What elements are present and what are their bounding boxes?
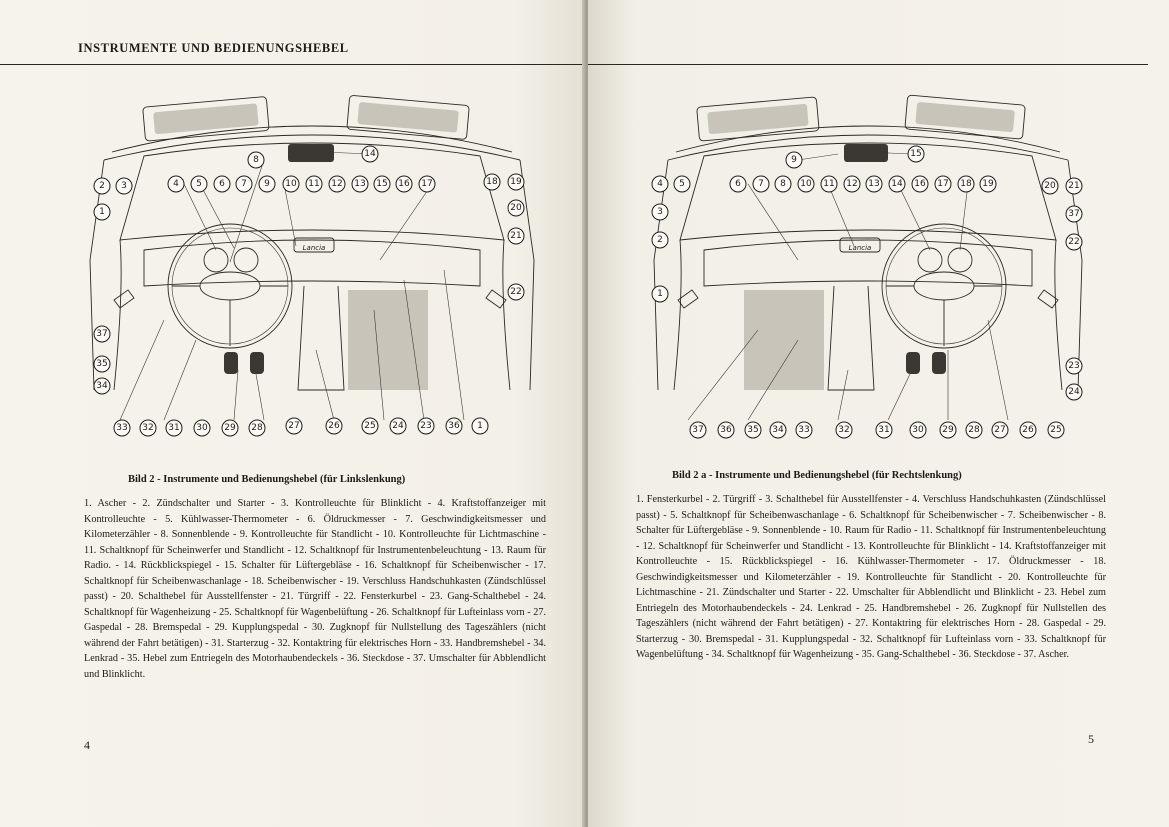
dashboard-diagram-left-hand-drive: [84, 90, 540, 450]
callout-20: [1042, 178, 1058, 194]
brand-badge: Lancia: [848, 244, 872, 252]
svg-text:25: 25: [364, 421, 376, 431]
svg-text:16: 16: [398, 179, 410, 189]
dashboard-illustration-rhd: [648, 90, 1088, 450]
svg-text:9: 9: [791, 155, 797, 165]
svg-text:28: 28: [251, 423, 263, 433]
callout-17: [935, 176, 951, 192]
callout-9: [259, 176, 275, 192]
svg-text:8: 8: [780, 179, 786, 189]
callout-2: [94, 178, 110, 194]
svg-text:21: 21: [1068, 181, 1080, 191]
svg-text:7: 7: [758, 179, 764, 189]
callout-37: [94, 326, 110, 342]
svg-text:11: 11: [308, 179, 320, 189]
svg-text:32: 32: [838, 425, 850, 435]
callout-35: [745, 422, 761, 438]
callout-13: [866, 176, 882, 192]
callout-28: [249, 420, 265, 436]
callout-16: [396, 176, 412, 192]
svg-text:4: 4: [173, 179, 179, 189]
callout-36: [718, 422, 734, 438]
svg-text:2: 2: [99, 181, 105, 191]
svg-text:26: 26: [1022, 425, 1034, 435]
callout-33: [114, 420, 130, 436]
svg-text:36: 36: [720, 425, 732, 435]
svg-text:15: 15: [910, 149, 922, 159]
callout-3: [652, 204, 668, 220]
svg-text:17: 17: [421, 179, 433, 189]
callout-10: [798, 176, 814, 192]
callout-11: [821, 176, 837, 192]
svg-text:30: 30: [196, 423, 208, 433]
svg-text:28: 28: [968, 425, 980, 435]
callout-37-right: [1066, 206, 1082, 222]
svg-text:13: 13: [868, 179, 880, 189]
svg-text:37: 37: [692, 425, 704, 435]
callout-18: [484, 174, 500, 190]
svg-text:16: 16: [914, 179, 926, 189]
svg-text:31: 31: [878, 425, 890, 435]
brand-badge: Lancia: [302, 244, 326, 252]
svg-text:1: 1: [99, 207, 105, 217]
svg-text:10: 10: [800, 179, 812, 189]
callout-18: [958, 176, 974, 192]
svg-text:12: 12: [846, 179, 858, 189]
svg-text:24: 24: [1068, 387, 1080, 397]
svg-text:35: 35: [747, 425, 759, 435]
callout-23: [418, 418, 434, 434]
svg-text:30: 30: [912, 425, 924, 435]
svg-text:32: 32: [142, 423, 154, 433]
svg-text:34: 34: [772, 425, 784, 435]
callout-24: [390, 418, 406, 434]
callout-4: [652, 176, 668, 192]
callout-5: [191, 176, 207, 192]
svg-text:5: 5: [196, 179, 202, 189]
callout-23: [1066, 358, 1082, 374]
svg-text:11: 11: [823, 179, 835, 189]
callout-24: [1066, 384, 1082, 400]
svg-text:37: 37: [1068, 209, 1080, 219]
callout-35: [94, 356, 110, 372]
svg-text:10: 10: [285, 179, 297, 189]
svg-text:7: 7: [241, 179, 247, 189]
callout-30: [194, 420, 210, 436]
callout-4: [168, 176, 184, 192]
page-number: 4: [84, 738, 90, 752]
svg-text:18: 18: [486, 177, 498, 187]
callout-34: [770, 422, 786, 438]
svg-text:13: 13: [354, 179, 366, 189]
header-rule: [588, 64, 1148, 65]
svg-text:34: 34: [96, 381, 108, 391]
callout-8: [775, 176, 791, 192]
callout-14: [889, 176, 905, 192]
callout-25: [1048, 422, 1064, 438]
callout-30: [910, 422, 926, 438]
legend-text: 1. Ascher - 2. Zündschalter und Starter - 3. Kontrolleuchte für Blinklicht - 4. Kraftstoffanzeiger mit Kontrolleuchte - 5. Kühlwasser-Thermometer - 6. Öldruckmesser - 7. Geschwindigkeitsmesser und Kilometerzähler - 8. Sonnenblende - 9. Kontrolleuchte für Standlicht - 10. Kontrolleuchte für Lichtmaschine - 11. Schaltknopf für Scheinwerfer und Standlicht - 12. Schaltknopf für Instrumentenbeleuchtung - 13. Raum für Radio. - 14. Rückblickspiegel - 15. Schalter für Lüftergebläse - 16. Schaltknopf für Scheibenwischer - 17. Schaltknopf für Scheibenwaschanlage - 18. Scheibenwischer - 19. Verschluss Handschuhkasten (Zündschlüssel passt) - 20. Schalthebel für Ausstellfenster - 21. Türgriff - 22. Fensterkurbel - 23. Gang-Schalthebel - 24. Schaltknopf für Wagenheizung - 25. Schaltknopf für Wagenbelüftung - 26. Schaltknopf für Lufteinlass vorn - 27. Gaspedal - 28. Bremspedal - 29. Kupplungspedal - 30. Zugknopf für Nullstellung des Tageszählers (nicht während der Fahrt betätigen) - 31. Starterzug - 32. Kontaktring für elektrisches Horn - 33. Handbremshebel - 34. Lenkrad - 35. Hebel zum Entriegeln des Motorhaubendeckels - 36. Steckdose - 37. Umschalter für Abblendlicht und Blinklicht.: [84, 498, 546, 680]
callout-28: [966, 422, 982, 438]
figure-caption: Bild 2 - Instrumente und Bedienungshebel (für Linkslenkung): [128, 474, 406, 485]
svg-text:26: 26: [328, 421, 340, 431]
svg-text:33: 33: [798, 425, 810, 435]
svg-text:19: 19: [982, 179, 994, 189]
svg-text:19: 19: [510, 177, 522, 187]
callout-9: [786, 152, 802, 168]
callout-25: [362, 418, 378, 434]
svg-text:27: 27: [288, 421, 300, 431]
svg-text:35: 35: [96, 359, 108, 369]
callout-26: [326, 418, 342, 434]
callout-37: [690, 422, 706, 438]
svg-text:17: 17: [937, 179, 949, 189]
svg-text:14: 14: [891, 179, 903, 189]
legend-text: 1. Fensterkurbel - 2. Türgriff - 3. Schalthebel für Ausstellfenster - 4. Verschluss Handschuhkasten (Zündschlüssel passt) - 5. Schaltknopf für Scheibenwaschanlage - 6. Schaltknopf für Scheibenwischer - 7. Scheibenwischer - 8. Schalter für Lüftergebläse - 9. Sonnenblende - 10. Raum für Radio - 11. Schaltknopf für Instrumentenbeleuchtung - 12. Schaltknopf für Scheinwerfer und Standlicht - 13. Kontrolleuchte für Blinklicht - 14. Kraftstoffanzeiger mit Kontrolleuchte - 15. Rückblickspiegel - 16. Kühlwasser-Thermometer - 17. Öldruckmesser - 18. Geschwindigkeitsmesser und Kilometerzähler - 19. Kontrolleuchte für Standlicht - 20. Kontrolleuchte für Lichtmaschine - 21. Zündschalter und Starter - 22. Umschalter für Abblendlicht und Blinklicht - 23. Hebel zum Entriegeln des Motorhaubendeckels - 24. Lenkrad - 25. Handbremshebel - 26. Zugknopf für Nullstellen des Tageszählers (nicht während der Fahrt betätigen) - 27. Kontaktring für elektrisches Horn - 28. Gaspedal - 29. Starterzug - 30. Bremspedal - 31. Kupplungspedal - 32. Schaltknopf für Lufteinlass vorn - 33. Schaltknopf für Wagenbelüftung - 34. Schaltknopf für Wagenheizung - 35. Gang-Schalthebel - 36. Steckdose - 37. Ascher.: [636, 494, 1106, 660]
svg-text:22: 22: [510, 287, 522, 297]
svg-text:1: 1: [477, 421, 483, 431]
callout-29: [940, 422, 956, 438]
svg-text:20: 20: [510, 203, 522, 213]
callout-1: [652, 286, 668, 302]
callout-8: [248, 152, 264, 168]
svg-text:3: 3: [121, 181, 127, 191]
svg-text:23: 23: [420, 421, 432, 431]
callout-19: [980, 176, 996, 192]
svg-text:18: 18: [960, 179, 972, 189]
callout-22: [1066, 234, 1082, 250]
callout-31: [166, 420, 182, 436]
svg-text:29: 29: [942, 425, 954, 435]
callout-1-bottom: [472, 418, 488, 434]
right-page: [588, 0, 1169, 827]
callout-32: [836, 422, 852, 438]
svg-text:24: 24: [392, 421, 404, 431]
svg-text:23: 23: [1068, 361, 1080, 371]
callout-1: [94, 204, 110, 220]
callout-26: [1020, 422, 1036, 438]
callout-2: [652, 232, 668, 248]
svg-text:4: 4: [657, 179, 663, 189]
callout-33: [796, 422, 812, 438]
callout-13: [352, 176, 368, 192]
svg-text:14: 14: [364, 149, 376, 159]
svg-text:29: 29: [224, 423, 236, 433]
svg-text:6: 6: [735, 179, 741, 189]
svg-text:27: 27: [994, 425, 1006, 435]
callout-15: [374, 176, 390, 192]
callout-6: [730, 176, 746, 192]
svg-text:25: 25: [1050, 425, 1062, 435]
callout-36: [446, 418, 462, 434]
callout-7: [753, 176, 769, 192]
svg-text:31: 31: [168, 423, 180, 433]
svg-text:3: 3: [657, 207, 663, 217]
callout-11: [306, 176, 322, 192]
header-rule: [0, 64, 586, 65]
callout-19: [508, 174, 524, 190]
svg-text:8: 8: [253, 155, 259, 165]
callout-15: [908, 146, 924, 162]
callout-21: [1066, 178, 1082, 194]
svg-text:5: 5: [679, 179, 685, 189]
callout-12: [844, 176, 860, 192]
page-number: 5: [1088, 732, 1094, 746]
callout-14: [362, 146, 378, 162]
svg-text:37: 37: [96, 329, 108, 339]
callout-22: [508, 284, 524, 300]
callout-6: [214, 176, 230, 192]
callout-32: [140, 420, 156, 436]
svg-text:21: 21: [510, 231, 522, 241]
callout-7: [236, 176, 252, 192]
callout-21: [508, 228, 524, 244]
callout-17: [419, 176, 435, 192]
callout-27: [992, 422, 1008, 438]
svg-text:15: 15: [376, 179, 388, 189]
callout-20: [508, 200, 524, 216]
callout-5: [674, 176, 690, 192]
svg-text:36: 36: [448, 421, 460, 431]
svg-text:33: 33: [116, 423, 128, 433]
page-header-title: INSTRUMENTE UND BEDIENUNGSHEBEL: [78, 41, 349, 55]
figure-caption: Bild 2 a - Instrumente und Bedienungshebel (für Rechtslenkung): [672, 470, 962, 481]
callout-31: [876, 422, 892, 438]
svg-text:1: 1: [657, 289, 663, 299]
svg-text:6: 6: [219, 179, 225, 189]
dashboard-diagram-right-hand-drive: [648, 90, 1088, 450]
callout-12: [329, 176, 345, 192]
callout-27: [286, 418, 302, 434]
callout-16: [912, 176, 928, 192]
svg-text:2: 2: [657, 235, 663, 245]
callout-29: [222, 420, 238, 436]
callout-3: [116, 178, 132, 194]
svg-text:22: 22: [1068, 237, 1080, 247]
svg-text:9: 9: [264, 179, 270, 189]
callout-34: [94, 378, 110, 394]
callout-10: [283, 176, 299, 192]
dashboard-illustration-lhd: [84, 90, 540, 450]
svg-text:12: 12: [331, 179, 343, 189]
svg-text:20: 20: [1044, 181, 1056, 191]
